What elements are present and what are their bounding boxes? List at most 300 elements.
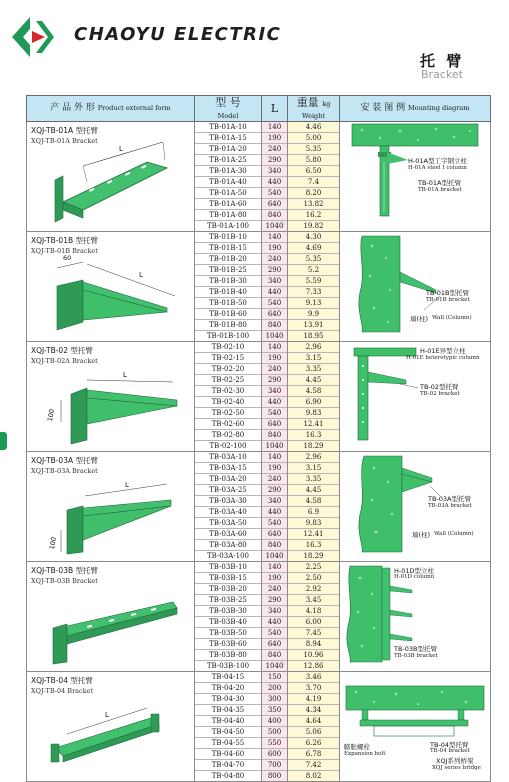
- product-name-en: XQJ-TB-01A Bracket: [31, 137, 98, 145]
- length-cell: 800: [267, 772, 282, 780]
- length-cell: 840: [262, 210, 287, 221]
- product-cell: [27, 122, 195, 232]
- table-row: [195, 386, 261, 397]
- model-cell: TB-01A-15: [195, 133, 261, 144]
- dimension-label: 60: [63, 254, 72, 262]
- table-row: [288, 485, 339, 496]
- table-row: [288, 430, 339, 441]
- dimension-label: L: [139, 271, 143, 279]
- table-row: [288, 276, 339, 287]
- length-cell: 440: [262, 177, 287, 188]
- length-cell: 190: [262, 353, 287, 364]
- weight-cell: 4.30: [288, 232, 339, 243]
- length-cell: 300: [262, 694, 287, 705]
- table-row: [195, 617, 261, 628]
- length-cell: 150: [262, 672, 287, 683]
- mount-label: H-01E异型立柱: [420, 347, 466, 355]
- table-row: [262, 617, 287, 628]
- table-row: [195, 265, 261, 276]
- length-cell: 190: [262, 133, 287, 144]
- length-cell: 340: [262, 606, 287, 617]
- table-row: [195, 331, 261, 342]
- mount-label: 墙(柱): [410, 315, 429, 323]
- weight-cell: 16.2: [288, 210, 339, 221]
- table-row: [288, 529, 339, 540]
- table-row: [195, 496, 261, 507]
- table-row: [288, 254, 339, 265]
- length-cell: 500: [262, 727, 287, 738]
- table-row: [262, 419, 287, 430]
- length-cell: 240: [262, 364, 287, 375]
- model-cell: TB-04-40: [195, 716, 261, 727]
- table-row: [262, 595, 287, 606]
- table-row: [288, 474, 339, 485]
- model-cell: TB-04-60: [195, 749, 261, 760]
- table-row: [262, 474, 287, 485]
- length-cell: 1040: [265, 662, 284, 670]
- model-cell: TB-02-80: [195, 430, 261, 441]
- table-row: [262, 694, 287, 705]
- table-row: [262, 529, 287, 540]
- model-cell: TB-01B-50: [195, 298, 261, 309]
- table-row: [195, 375, 261, 386]
- model-cell: TB-04-55: [195, 738, 261, 749]
- model-cell: TB-03A-20: [195, 474, 261, 485]
- length-list: [262, 232, 287, 341]
- weight-cell: 7.42: [288, 760, 339, 771]
- table-row: [288, 738, 339, 749]
- model-cell: TB-02-10: [195, 342, 261, 353]
- length-cell: 1040: [265, 552, 284, 560]
- table-row: [288, 342, 339, 353]
- model-cell: TB-03A-100: [207, 552, 249, 560]
- table-row: [195, 210, 261, 221]
- table-row: [288, 287, 339, 298]
- table-row: [195, 199, 261, 210]
- weight-cell: 19.82: [303, 222, 324, 230]
- length-cell: 440: [262, 287, 287, 298]
- length-cell: 840: [262, 540, 287, 551]
- weight-cell: 3.70: [288, 683, 339, 694]
- table-row: [288, 265, 339, 276]
- table-row: [195, 771, 261, 782]
- length-cell: 190: [262, 573, 287, 584]
- model-cell: TB-01B-25: [195, 265, 261, 276]
- model-cell: TB-01B-100: [206, 332, 250, 340]
- model-cell: TB-01A-60: [195, 199, 261, 210]
- table-row: [195, 419, 261, 430]
- mount-label: H-01A型工字钢立柱: [408, 157, 467, 165]
- product-cell: [27, 672, 195, 782]
- table-row: [288, 133, 339, 144]
- weight-cell: 4.69: [288, 243, 339, 254]
- table-row: [288, 243, 339, 254]
- weight-cell: 5.35: [288, 254, 339, 265]
- bracket-spec-table: [26, 95, 491, 782]
- mount-label-en: TB-03B bracket: [394, 653, 438, 659]
- table-row: [288, 551, 339, 562]
- length-cell: 400: [262, 716, 287, 727]
- table-row: [262, 397, 287, 408]
- table-row: [195, 661, 261, 672]
- table-row: [262, 122, 287, 133]
- length-cell: 540: [262, 298, 287, 309]
- weight-cell: 7.45: [288, 628, 339, 639]
- table-row: [195, 705, 261, 716]
- table-row: [195, 672, 261, 683]
- weight-cell: 3.15: [288, 463, 339, 474]
- table-row: [288, 562, 339, 573]
- table-row: [195, 430, 261, 441]
- table-row: [262, 265, 287, 276]
- length-cell: 240: [262, 144, 287, 155]
- dimension-label: L: [125, 481, 129, 489]
- mount-label: TB-01B型托臂: [426, 289, 470, 297]
- product-cell: [27, 562, 195, 672]
- table-row: [288, 199, 339, 210]
- table-row: [195, 144, 261, 155]
- table-row: [195, 628, 261, 639]
- weight-list: [288, 452, 339, 561]
- table-row: [262, 309, 287, 320]
- weight-cell: 4.58: [288, 496, 339, 507]
- weight-cell: 6.50: [288, 166, 339, 177]
- table-row: [195, 760, 261, 771]
- mounting-diagram: [340, 232, 491, 342]
- mounting-diagram: [340, 562, 491, 672]
- table-row: [262, 221, 287, 232]
- table-row: [288, 573, 339, 584]
- weight-cell: 3.46: [288, 672, 339, 683]
- weight-cell: 13.82: [288, 199, 339, 210]
- table-row: [262, 672, 287, 683]
- length-cell: 340: [262, 166, 287, 177]
- weight-cell: 7.33: [288, 287, 339, 298]
- table-row: [195, 342, 261, 353]
- model-cell: TB-03B-50: [195, 628, 261, 639]
- length-cell: 190: [262, 463, 287, 474]
- length-cell: 340: [262, 276, 287, 287]
- model-cell: TB-01A-40: [195, 177, 261, 188]
- weight-cell: 9.83: [288, 518, 339, 529]
- table-row: [195, 474, 261, 485]
- table-row: [288, 617, 339, 628]
- table-row: [288, 298, 339, 309]
- weight-cell: 12.86: [303, 662, 324, 670]
- weight-cell: 9.83: [288, 408, 339, 419]
- table-row: [262, 430, 287, 441]
- model-cell: TB-02-60: [195, 419, 261, 430]
- table-row: [288, 496, 339, 507]
- weight-cell: 3.35: [288, 474, 339, 485]
- table-row: [195, 551, 261, 562]
- mounting-diagram: [340, 122, 491, 232]
- table-row: [288, 144, 339, 155]
- table-row: [195, 408, 261, 419]
- weight-cell: 2.92: [288, 584, 339, 595]
- table-row: [288, 309, 339, 320]
- table-row: [195, 364, 261, 375]
- bracket-drawing: [27, 580, 195, 664]
- weight-cell: 4.45: [288, 485, 339, 496]
- mount-label: TB-03A型托臂: [428, 495, 471, 503]
- table-row: [195, 463, 261, 474]
- table-header-row: [27, 96, 491, 122]
- page-title: 托 臂: [420, 52, 465, 70]
- table-row: [262, 364, 287, 375]
- dimension-label: 100: [45, 408, 56, 423]
- length-cell: 550: [262, 738, 287, 749]
- mounting-diagram: [340, 452, 491, 562]
- mount-label-en: H-01A steel I column: [408, 165, 467, 171]
- table-row: [195, 694, 261, 705]
- model-cell: TB-02-50: [195, 408, 261, 419]
- dimension-label: L: [119, 145, 123, 153]
- table-row: [288, 694, 339, 705]
- length-cell: 290: [262, 595, 287, 606]
- model-cell: TB-03B-15: [195, 573, 261, 584]
- product-section: [27, 122, 491, 232]
- table-row: [288, 320, 339, 331]
- weight-cell: 9.13: [288, 298, 339, 309]
- model-cell: TB-01B-40: [195, 287, 261, 298]
- table-row: [288, 210, 339, 221]
- table-row: [195, 221, 261, 232]
- weight-cell: 3.45: [288, 595, 339, 606]
- model-cell: TB-01A-100: [207, 222, 249, 230]
- product-section: [27, 562, 491, 672]
- table-row: [262, 573, 287, 584]
- table-row: [262, 749, 287, 760]
- table-row: [195, 507, 261, 518]
- table-row: [195, 749, 261, 760]
- page-subtitle: Bracket: [421, 68, 463, 81]
- table-row: [195, 529, 261, 540]
- mount-label-en: TB-02 bracket: [420, 391, 460, 397]
- model-cell: TB-03B-20: [195, 584, 261, 595]
- model-cell: TB-04-30: [195, 694, 261, 705]
- product-name: XQJ-TB-01A 型托臂: [31, 126, 98, 135]
- table-row: [288, 771, 339, 782]
- table-row: [195, 562, 261, 573]
- weight-cell: 2.96: [288, 342, 339, 353]
- model-cell: TB-03A-30: [195, 496, 261, 507]
- model-cell: TB-03A-50: [195, 518, 261, 529]
- bracket-drawing: [27, 470, 195, 554]
- table-row: [195, 683, 261, 694]
- length-cell: 140: [262, 452, 287, 463]
- length-cell: 290: [262, 155, 287, 166]
- model-cell: TB-04-35: [195, 705, 261, 716]
- mount-label-en: XQJ series bridge: [432, 765, 481, 771]
- model-cell: TB-02-40: [195, 397, 261, 408]
- mounting-diagram: [340, 672, 491, 782]
- table-row: [288, 595, 339, 606]
- table-row: [288, 441, 339, 452]
- product-name-en: XQJ-TB-01B Bracket: [31, 247, 98, 255]
- length-cell: 240: [262, 474, 287, 485]
- length-cell: 540: [262, 408, 287, 419]
- table-row: [195, 177, 261, 188]
- length-cell: 340: [262, 386, 287, 397]
- table-row: [288, 397, 339, 408]
- table-row: [288, 749, 339, 760]
- length-cell: 140: [262, 562, 287, 573]
- table-row: [262, 177, 287, 188]
- table-row: [288, 584, 339, 595]
- weight-cell: 18.95: [303, 332, 324, 340]
- table-row: [262, 606, 287, 617]
- model-cell: TB-01A-25: [195, 155, 261, 166]
- table-row: [262, 551, 287, 562]
- table-row: [262, 705, 287, 716]
- mount-label-en: Expansion bolt: [344, 751, 386, 757]
- table-row: [288, 463, 339, 474]
- table-row: [262, 716, 287, 727]
- weight-cell: 2.50: [288, 573, 339, 584]
- model-cell: TB-01A-10: [195, 122, 261, 133]
- length-cell: 240: [262, 584, 287, 595]
- model-list: [195, 342, 261, 451]
- table-row: [262, 155, 287, 166]
- model-list: [195, 232, 261, 341]
- table-row: [195, 452, 261, 463]
- table-row: [288, 177, 339, 188]
- length-cell: 290: [262, 375, 287, 386]
- length-cell: 640: [262, 199, 287, 210]
- product-cell: [27, 452, 195, 562]
- table-row: [288, 683, 339, 694]
- mount-label: H-01D型立柱: [394, 567, 435, 575]
- table-row: [262, 507, 287, 518]
- table-row: [195, 716, 261, 727]
- table-row: [195, 353, 261, 364]
- table-row: [288, 122, 339, 133]
- length-list: [262, 672, 287, 781]
- model-list: [195, 452, 261, 561]
- product-section: [27, 452, 491, 562]
- model-list: [195, 672, 261, 781]
- table-row: [288, 419, 339, 430]
- header-length: L: [262, 96, 288, 122]
- length-cell: 840: [262, 320, 287, 331]
- length-cell: 540: [262, 188, 287, 199]
- model-cell: TB-01A-80: [195, 210, 261, 221]
- weight-cell: 5.00: [288, 133, 339, 144]
- table-row: [288, 507, 339, 518]
- table-row: [262, 518, 287, 529]
- table-row: [288, 408, 339, 419]
- table-row: [262, 276, 287, 287]
- weight-cell: 4.34: [288, 705, 339, 716]
- table-row: [288, 727, 339, 738]
- table-row: [195, 540, 261, 551]
- table-row: [262, 584, 287, 595]
- table-row: [195, 639, 261, 650]
- weight-cell: 8.20: [288, 188, 339, 199]
- table-row: [288, 232, 339, 243]
- mount-label: TB-03B型托臂: [394, 645, 438, 653]
- model-cell: TB-04-50: [195, 727, 261, 738]
- table-row: [195, 727, 261, 738]
- table-row: [262, 650, 287, 661]
- table-row: [288, 672, 339, 683]
- dimension-label: 100: [47, 536, 58, 551]
- weight-cell: 9.9: [288, 309, 339, 320]
- product-name-en: XQJ-TB-03B Bracket: [31, 577, 98, 585]
- length-cell: 340: [262, 496, 287, 507]
- weight-list: [288, 122, 339, 231]
- model-cell: TB-01B-15: [195, 243, 261, 254]
- table-row: [262, 683, 287, 694]
- table-row: [262, 441, 287, 452]
- mount-label-en: TB-01B bracket: [426, 297, 470, 303]
- mount-label: 墙(柱): [412, 531, 431, 539]
- weight-cell: 5.80: [288, 155, 339, 166]
- length-cell: 140: [262, 342, 287, 353]
- length-cell: 640: [262, 309, 287, 320]
- length-cell: 240: [262, 254, 287, 265]
- table-row: [195, 309, 261, 320]
- weight-cell: 5.35: [288, 144, 339, 155]
- table-row: [262, 144, 287, 155]
- product-section: [27, 672, 491, 782]
- dimension-label: L: [105, 711, 109, 719]
- table-row: [195, 254, 261, 265]
- weight-cell: 4.45: [288, 375, 339, 386]
- length-cell: 200: [262, 683, 287, 694]
- dimension-label: L: [123, 371, 127, 379]
- table-row: [262, 628, 287, 639]
- model-cell: TB-01A-30: [195, 166, 261, 177]
- length-cell: 190: [262, 243, 287, 254]
- model-cell: TB-02-100: [209, 442, 247, 450]
- table-row: [195, 287, 261, 298]
- model-cell: TB-02-30: [195, 386, 261, 397]
- weight-cell: 12.41: [288, 419, 339, 430]
- model-cell: TB-03B-100: [206, 662, 250, 670]
- table-row: [262, 320, 287, 331]
- weight-cell: 5.06: [288, 727, 339, 738]
- bracket-drawing: [27, 250, 195, 334]
- table-row: [262, 254, 287, 265]
- mounting-diagram: [340, 342, 491, 452]
- table-row: [262, 727, 287, 738]
- mount-label-en: Wall (Column): [432, 315, 472, 321]
- table-row: [288, 661, 339, 672]
- table-row: [195, 232, 261, 243]
- mount-label-en: Wall (Column): [434, 531, 474, 537]
- weight-cell: 6.78: [288, 749, 339, 760]
- weight-cell: 4.19: [288, 694, 339, 705]
- table-row: [288, 331, 339, 342]
- model-cell: TB-04-80: [211, 772, 245, 780]
- weight-cell: 5.2: [288, 265, 339, 276]
- table-row: [288, 760, 339, 771]
- table-row: [262, 562, 287, 573]
- table-row: [195, 155, 261, 166]
- table-row: [195, 595, 261, 606]
- table-row: [262, 452, 287, 463]
- model-cell: TB-03A-60: [195, 529, 261, 540]
- length-cell: 1040: [265, 332, 284, 340]
- table-row: [262, 331, 287, 342]
- table-row: [288, 155, 339, 166]
- table-row: [288, 716, 339, 727]
- table-row: [288, 628, 339, 639]
- table-row: [262, 661, 287, 672]
- product-name-en: XQJ-TB-03A Bracket: [31, 467, 98, 475]
